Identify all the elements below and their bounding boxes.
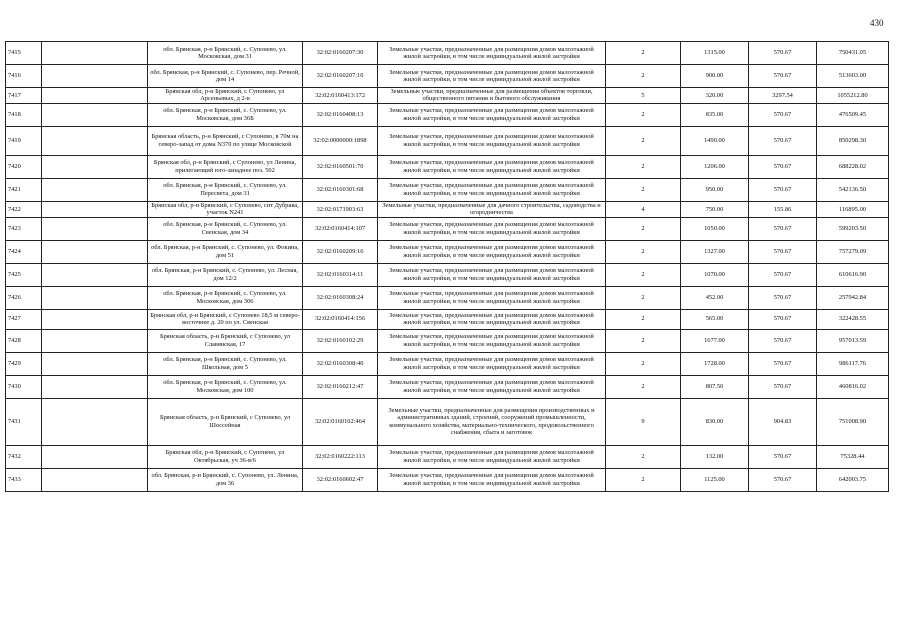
row-number-cell: 7427 xyxy=(6,309,42,329)
land-use-cell: Земельные участки, предназначенные для размещения домов малоэтажной жилой застройки, в том числе индивидуальной жилой застройки xyxy=(378,217,606,240)
cadastral-number-cell: 32:02:0160207:10 xyxy=(303,65,378,88)
cadastral-value-cell: 116895.00 xyxy=(817,201,889,217)
land-use-cell: Земельные участки, предназначенные для размещения домов малоэтажной жилой застройки, в том числе индивидуальной жилой застройки xyxy=(378,468,606,491)
area-cell: 565.00 xyxy=(681,309,749,329)
address-cell: обл. Брянская, р-н Брянский, с. Супонево, ул. Пересвета, дом 31 xyxy=(148,178,303,201)
row-number-cell: 7417 xyxy=(6,88,42,104)
table-row xyxy=(6,155,889,178)
row-number-cell: 7433 xyxy=(6,468,42,491)
cadastral-number-cell: 32:02:0160314:11 xyxy=(303,263,378,286)
area-cell: 1677.00 xyxy=(681,329,749,352)
use-group-cell: 2 xyxy=(606,445,681,468)
cadastral-number-cell: 32:02:0160602:47 xyxy=(303,468,378,491)
use-group-cell: 2 xyxy=(606,217,681,240)
row-number-cell: 7431 xyxy=(6,398,42,445)
land-use-cell: Земельные участки, предназначенные для размещения домов малоэтажной жилой застройки, в том числе индивидуальной жилой застройки xyxy=(378,375,606,398)
spacer-cell xyxy=(42,155,148,178)
table-row xyxy=(6,263,889,286)
address-cell: Брянская обл, р-н Брянский, с Супонево, снт Дубрава, участок N241 xyxy=(148,201,303,217)
table-row xyxy=(6,398,889,445)
land-use-cell: Земельные участки, предназначенные для размещения домов малоэтажной жилой застройки, в том числе индивидуальной жилой застройки xyxy=(378,309,606,329)
spacer-cell xyxy=(42,240,148,263)
address-cell: обл. Брянская, р-н Брянский, с. Супонево, ул. Фокина, дом 51 xyxy=(148,240,303,263)
cadastral-value-cell: 957013.59 xyxy=(817,329,889,352)
land-use-cell: Земельные участки, предназначенные для размещения домов малоэтажной жилой застройки, в том числе индивидуальной жилой застройки xyxy=(378,263,606,286)
spacer-cell xyxy=(42,65,148,88)
specific-value-cell: 570.67 xyxy=(749,42,817,65)
address-cell: обл. Брянская, р-н Брянский, с. Супонево, ул. Московская, дом 306 xyxy=(148,286,303,309)
specific-value-cell: 570.67 xyxy=(749,309,817,329)
cadastral-value-cell: 257942.84 xyxy=(817,286,889,309)
area-cell: 830.00 xyxy=(681,398,749,445)
spacer-cell xyxy=(42,286,148,309)
address-cell: обл. Брянская, р-н Брянский, с. Супонево, ул. Свенская, дом 34 xyxy=(148,217,303,240)
address-cell: обл. Брянская, р-н Брянский, с. Супонево, ул. Московская, дом 36Б xyxy=(148,103,303,126)
row-number-cell: 7420 xyxy=(6,155,42,178)
cadastral-number-cell: 32:02:0160301:68 xyxy=(303,178,378,201)
land-use-cell: Земельные участки, предназначенные для размещения домов малоэтажной жилой застройки, в том числе индивидуальной жилой застройки xyxy=(378,42,606,65)
row-number-cell: 7430 xyxy=(6,375,42,398)
area-cell: 1315.00 xyxy=(681,42,749,65)
spacer-cell xyxy=(42,375,148,398)
cadastral-number-cell: 32:02:0160414:107 xyxy=(303,217,378,240)
area-cell: 807.50 xyxy=(681,375,749,398)
spacer-cell xyxy=(42,329,148,352)
use-group-cell: 2 xyxy=(606,240,681,263)
area-cell: 900.00 xyxy=(681,65,749,88)
cadastral-number-cell: 32:02:0171903:63 xyxy=(303,201,378,217)
land-use-cell: Земельные участки, предназначенные для размещения домов малоэтажной жилой застройки, в том числе индивидуальной жилой застройки xyxy=(378,352,606,375)
spacer-cell xyxy=(42,263,148,286)
cadastral-number-cell: 32:02:0160308:40 xyxy=(303,352,378,375)
row-number-cell: 7418 xyxy=(6,103,42,126)
address-cell: Брянская область, р-н Брянский, с Супонево, ул Шоссейная xyxy=(148,398,303,445)
table-row xyxy=(6,126,889,155)
cadastral-number-cell: 32:02:0160207:30 xyxy=(303,42,378,65)
row-number-cell: 7424 xyxy=(6,240,42,263)
use-group-cell: 5 xyxy=(606,88,681,104)
table-row xyxy=(6,88,889,104)
address-cell: обл. Брянская, р-н Брянский, с. Супонево, ул. Московская, дом 100 xyxy=(148,375,303,398)
land-use-cell: Земельные участки, предназначенные для размещения объектов торговли, общественного питания и бытового обслуживания xyxy=(378,88,606,104)
specific-value-cell: 570.67 xyxy=(749,103,817,126)
specific-value-cell: 570.67 xyxy=(749,217,817,240)
cadastral-value-cell: 513603.00 xyxy=(817,65,889,88)
area-cell: 1125.00 xyxy=(681,468,749,491)
row-number-cell: 7432 xyxy=(6,445,42,468)
spacer-cell xyxy=(42,398,148,445)
use-group-cell: 2 xyxy=(606,178,681,201)
cadastral-number-cell: 32:02:0160308:24 xyxy=(303,286,378,309)
land-use-cell: Земельные участки, предназначенные для размещения домов малоэтажной жилой застройки, в том числе индивидуальной жилой застройки xyxy=(378,329,606,352)
address-cell: Брянская обл, р-н Брянский, с Супонево, ул Арсеньевых, д 2-в xyxy=(148,88,303,104)
row-number-cell: 7425 xyxy=(6,263,42,286)
table-row xyxy=(6,240,889,263)
use-group-cell: 2 xyxy=(606,352,681,375)
cadastral-number-cell: 32:02:0160212:47 xyxy=(303,375,378,398)
area-cell: 1327.00 xyxy=(681,240,749,263)
use-group-cell: 2 xyxy=(606,126,681,155)
table-row xyxy=(6,65,889,88)
spacer-cell xyxy=(42,468,148,491)
spacer-cell xyxy=(42,309,148,329)
cadastral-value-cell: 476509.45 xyxy=(817,103,889,126)
table-row xyxy=(6,468,889,491)
cadastral-number-cell: 32:02:0160102:29 xyxy=(303,329,378,352)
page-number: 430 xyxy=(870,18,884,28)
row-number-cell: 7426 xyxy=(6,286,42,309)
specific-value-cell: 570.67 xyxy=(749,263,817,286)
specific-value-cell: 570.67 xyxy=(749,468,817,491)
cadastral-value-cell: 542136.50 xyxy=(817,178,889,201)
specific-value-cell: 570.67 xyxy=(749,286,817,309)
cadastral-value-cell: 1055212.80 xyxy=(817,88,889,104)
spacer-cell xyxy=(42,42,148,65)
area-cell: 750.00 xyxy=(681,201,749,217)
address-cell: обл. Брянская, р-н Брянский, с. Супонево, ул. Ленина, дом 36 xyxy=(148,468,303,491)
cadastral-value-cell: 757279.09 xyxy=(817,240,889,263)
spacer-cell xyxy=(42,126,148,155)
address-cell: Брянская обл, р-н Брянский, с Супонево, ул Октябрьская, уч 36-в/6 xyxy=(148,445,303,468)
area-cell: 1206.00 xyxy=(681,155,749,178)
table-row xyxy=(6,309,889,329)
land-use-cell: Земельные участки, предназначенные для размещения домов малоэтажной жилой застройки, в том числе индивидуальной жилой застройки xyxy=(378,286,606,309)
use-group-cell: 2 xyxy=(606,42,681,65)
cadastral-number-cell: 32:02:0160413:172 xyxy=(303,88,378,104)
specific-value-cell: 570.67 xyxy=(749,329,817,352)
spacer-cell xyxy=(42,352,148,375)
address-cell: Брянская область, р-н Брянский, с Супонево, в 70м на северо-запад от дома N370 по улице Московской xyxy=(148,126,303,155)
cadastral-number-cell: 32:02:0160102:464 xyxy=(303,398,378,445)
table-row xyxy=(6,201,889,217)
specific-value-cell: 570.67 xyxy=(749,240,817,263)
cadastral-value-cell: 850298.30 xyxy=(817,126,889,155)
cadastral-value-cell: 750431.05 xyxy=(817,42,889,65)
row-number-cell: 7416 xyxy=(6,65,42,88)
address-cell: обл. Брянская, р-н Брянский, с. Супонево, ул. Школьная, дом 5 xyxy=(148,352,303,375)
use-group-cell: 2 xyxy=(606,263,681,286)
use-group-cell: 2 xyxy=(606,329,681,352)
row-number-cell: 7415 xyxy=(6,42,42,65)
cadastral-number-cell: 32:02:0000000:1898 xyxy=(303,126,378,155)
specific-value-cell: 155.86 xyxy=(749,201,817,217)
use-group-cell: 2 xyxy=(606,309,681,329)
cadastral-value-cell: 688228.02 xyxy=(817,155,889,178)
cadastral-value-cell: 610616.90 xyxy=(817,263,889,286)
spacer-cell xyxy=(42,103,148,126)
area-cell: 1070.00 xyxy=(681,263,749,286)
spacer-cell xyxy=(42,88,148,104)
table-row xyxy=(6,103,889,126)
cadastral-value-cell: 75328.44 xyxy=(817,445,889,468)
area-cell: 950.00 xyxy=(681,178,749,201)
land-use-cell: Земельные участки, предназначенные для размещения домов малоэтажной жилой застройки, в том числе индивидуальной жилой застройки xyxy=(378,65,606,88)
cadastral-value-cell: 986117.76 xyxy=(817,352,889,375)
address-cell: обл. Брянская, р-н Брянский, с. Супонево, ул. Лесная, дом 12/2 xyxy=(148,263,303,286)
table-body xyxy=(6,42,889,492)
area-cell: 452.00 xyxy=(681,286,749,309)
cadastral-value-cell: 642003.75 xyxy=(817,468,889,491)
specific-value-cell: 3297.54 xyxy=(749,88,817,104)
cadastral-value-cell: 322428.55 xyxy=(817,309,889,329)
cadastral-number-cell: 32:02:0160408:13 xyxy=(303,103,378,126)
land-use-cell: Земельные участки, предназначенные для размещения производственных и административных зданий, строений, сооружений промышленности, коммунального хозяйства, материально-технического, продовольственного снабжения, сбыта и заготовок xyxy=(378,398,606,445)
specific-value-cell: 570.67 xyxy=(749,445,817,468)
table-row xyxy=(6,217,889,240)
cadastral-number-cell: 32:02:0160414:156 xyxy=(303,309,378,329)
spacer-cell xyxy=(42,178,148,201)
address-cell: обл. Брянская, р-н Брянский, с. Супонево, ул. Московская, дом 31 xyxy=(148,42,303,65)
use-group-cell: 2 xyxy=(606,468,681,491)
cadastral-number-cell: 32:02:0160222:113 xyxy=(303,445,378,468)
use-group-cell: 2 xyxy=(606,65,681,88)
area-cell: 835.00 xyxy=(681,103,749,126)
row-number-cell: 7419 xyxy=(6,126,42,155)
area-cell: 132.00 xyxy=(681,445,749,468)
land-cadastral-value-table xyxy=(5,41,889,492)
area-cell: 1728.00 xyxy=(681,352,749,375)
specific-value-cell: 570.67 xyxy=(749,126,817,155)
spacer-cell xyxy=(42,201,148,217)
table-row xyxy=(6,445,889,468)
address-cell: обл. Брянская, р-н Брянский, с. Супонево, пер. Речной, дом 14 xyxy=(148,65,303,88)
row-number-cell: 7422 xyxy=(6,201,42,217)
specific-value-cell: 570.67 xyxy=(749,178,817,201)
table-row xyxy=(6,42,889,65)
area-cell: 1050.00 xyxy=(681,217,749,240)
address-cell: Брянская обл, р-н Брянский, с Супонево 18,5 м северо-восточнее д. 20 по ул. Свенская xyxy=(148,309,303,329)
row-number-cell: 7423 xyxy=(6,217,42,240)
spacer-cell xyxy=(42,217,148,240)
row-number-cell: 7421 xyxy=(6,178,42,201)
specific-value-cell: 570.67 xyxy=(749,375,817,398)
use-group-cell: 9 xyxy=(606,398,681,445)
cadastral-number-cell: 32:02:0160501:70 xyxy=(303,155,378,178)
cadastral-value-cell: 599203.50 xyxy=(817,217,889,240)
spacer-cell xyxy=(42,445,148,468)
land-use-cell: Земельные участки, предназначенные для размещения домов малоэтажной жилой застройки, в том числе индивидуальной жилой застройки xyxy=(378,155,606,178)
row-number-cell: 7428 xyxy=(6,329,42,352)
cadastral-value-cell: 460816.02 xyxy=(817,375,889,398)
land-use-cell: Земельные участки, предназначенные для дачного строительства, садоводства и огородничества xyxy=(378,201,606,217)
specific-value-cell: 904.83 xyxy=(749,398,817,445)
use-group-cell: 2 xyxy=(606,286,681,309)
address-cell: Брянская область, р-н Брянский, с Супонево, ул Славянская, 17 xyxy=(148,329,303,352)
land-use-cell: Земельные участки, предназначенные для размещения домов малоэтажной жилой застройки, в том числе индивидуальной жилой застройки xyxy=(378,103,606,126)
specific-value-cell: 570.67 xyxy=(749,155,817,178)
use-group-cell: 2 xyxy=(606,103,681,126)
specific-value-cell: 570.67 xyxy=(749,65,817,88)
table-row xyxy=(6,178,889,201)
row-number-cell: 7429 xyxy=(6,352,42,375)
cadastral-value-cell: 751008.90 xyxy=(817,398,889,445)
area-cell: 320.00 xyxy=(681,88,749,104)
land-use-cell: Земельные участки, предназначенные для размещения домов малоэтажной жилой застройки, в том числе индивидуальной жилой застройки xyxy=(378,240,606,263)
table-row xyxy=(6,352,889,375)
land-use-cell: Земельные участки, предназначенные для размещения домов малоэтажной жилой застройки, в том числе индивидуальной жилой застройки xyxy=(378,445,606,468)
table-row xyxy=(6,286,889,309)
land-use-cell: Земельные участки, предназначенные для размещения домов малоэтажной жилой застройки, в том числе индивидуальной жилой застройки xyxy=(378,178,606,201)
table-row xyxy=(6,329,889,352)
use-group-cell: 4 xyxy=(606,201,681,217)
use-group-cell: 2 xyxy=(606,375,681,398)
area-cell: 1490.00 xyxy=(681,126,749,155)
land-use-cell: Земельные участки, предназначенные для размещения домов малоэтажной жилой застройки, в том числе индивидуальной жилой застройки xyxy=(378,126,606,155)
address-cell: Брянская обл, р-н Брянский, с Супонево, ул Ленина, прилегающий юго-западнее поз. 502 xyxy=(148,155,303,178)
cadastral-number-cell: 32:02:0160209:16 xyxy=(303,240,378,263)
use-group-cell: 2 xyxy=(606,155,681,178)
table-row xyxy=(6,375,889,398)
specific-value-cell: 570.67 xyxy=(749,352,817,375)
